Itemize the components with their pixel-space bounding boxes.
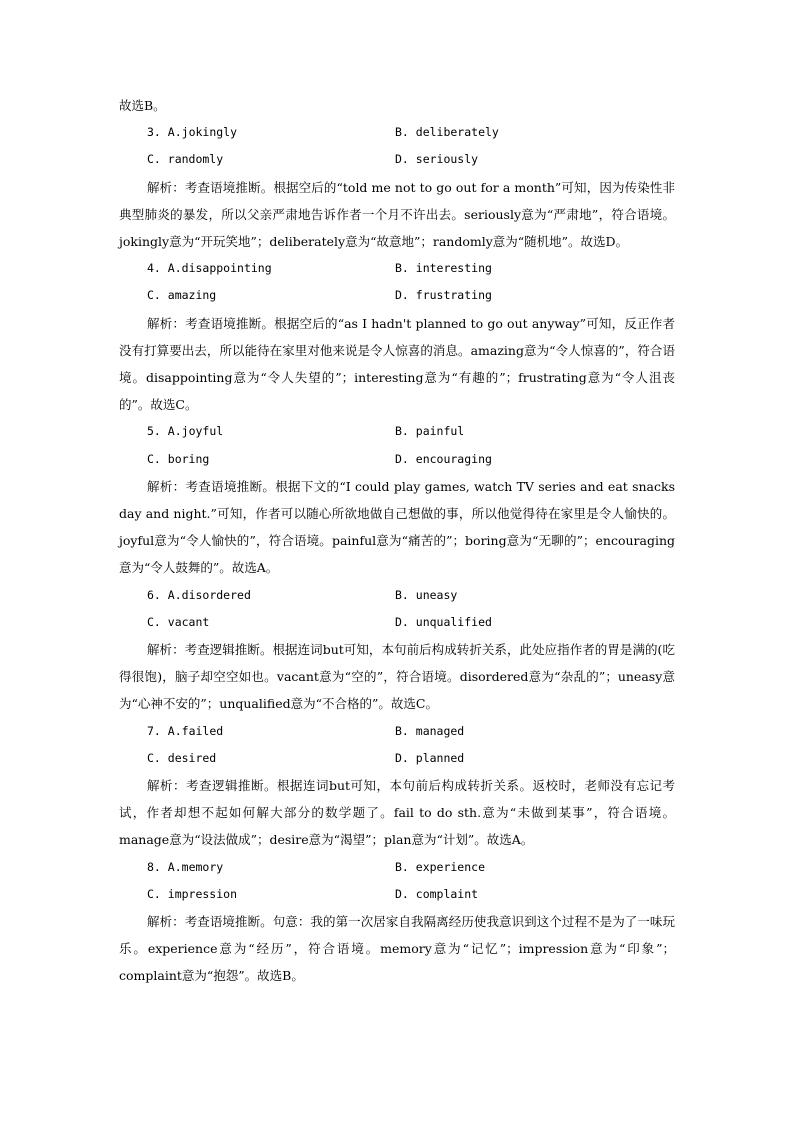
question-5-options-row-1 (119, 418, 675, 445)
question-6-options-row-2 (119, 609, 675, 636)
question-number: 5. (147, 424, 161, 439)
option-a: 5. A.joyful (147, 424, 224, 439)
option-b: B. uneasy (395, 587, 458, 602)
option-b: B. painful (395, 424, 465, 439)
content (119, 92, 675, 990)
option-d: D. planned (395, 750, 465, 765)
question-number: 7. (147, 723, 161, 738)
question-3-options-row-1 (119, 119, 675, 146)
question-8-options-row-1 (119, 854, 675, 881)
option-c: C. vacant (147, 614, 210, 629)
question-3-analysis: 解析：考查语境推断。根据空后的“told me not to go out for a month”可知，因为传染性非典型肺炎的暴发，所以父亲严肃地告诉作者一个月不许出去。seriously意为“严肃地”，符合语境。jokingly意为“开玩笑地”；deliberately意为“故意地”；randomly意为“随机地”。故选D。 (119, 179, 675, 249)
option-a: 4. A.disappointing (147, 261, 272, 276)
option-d: D. complaint (395, 886, 479, 901)
option-c: C. desired (147, 750, 217, 765)
option-d: D. unqualified (395, 614, 492, 629)
option-b: B. interesting (395, 261, 492, 276)
option-a: 6. A.disordered (147, 587, 251, 602)
question-8-analysis: 解析：考查语境推断。句意：我的第一次居家自我隔离经历使我意识到这个过程不是为了一味玩乐。experience意为“经历”，符合语境。memory意为“记忆”；impression意为“印象”；complaint意为“抱怨”。故选B。 (119, 913, 675, 984)
question-8-options-row-2 (119, 881, 675, 908)
question-6-analysis: 解析：考查逻辑推断。根据连词but可知，本句前后构成转折关系，此处应指作者的胃是满的(吃得很饱)，脑子却空空如也。vacant意为“空的”，符合语境。disordered意为“杂乱的”；uneasy意为“心神不安的”；unqualified意为“不合格的”。故选C。 (119, 641, 675, 712)
question-number: 8. (147, 859, 161, 874)
question-number: 3. (147, 125, 161, 140)
option-a: 8. A.memory (147, 859, 224, 874)
option-b: B. experience (395, 859, 486, 874)
question-7-options-row-1 (119, 718, 675, 745)
option-b: B. deliberately (395, 125, 499, 140)
option-c: C. randomly (147, 152, 224, 167)
option-d: D. frustrating (395, 288, 492, 303)
question-4-options-row-1 (119, 255, 675, 282)
option-b: B. managed (395, 723, 465, 738)
question-number: 6. (147, 587, 161, 602)
question-5-analysis: 解析：考查语境推断。根据下文的“I could play games, watch TV series and eat snacks day and night.”可知，作者可以随心所欲地做自己想做的事，所以他觉得待在家里是令人愉快的。joyful意为“令人愉快的”，符合语境。painful意为“痛苦的”；boring意为“无聊的”；encouraging意为“令人鼓舞的”。故选A。 (119, 478, 675, 576)
question-4-analysis: 解析：考查语境推断。根据空后的“as I hadn't planned to go out anyway”可知，反正作者没有打算要出去，所以能待在家里对他来说是令人惊喜的消息。amazing意为“令人惊喜的”，符合语境。disappointing意为“令人失望的”；interesting意为“有趣的”；frustrating意为“令人沮丧的”。故选C。 (119, 315, 675, 413)
question-3-options-row-2 (119, 146, 675, 173)
question-number: 4. (147, 261, 161, 276)
intro-line: 故选B。 (119, 98, 166, 113)
option-a: 7. A.failed (147, 723, 224, 738)
question-6-options-row-1 (119, 582, 675, 609)
option-d: D. seriously (395, 152, 479, 167)
question-7-options-row-2 (119, 745, 675, 772)
question-5-options-row-2 (119, 446, 675, 473)
option-c: C. boring (147, 451, 210, 466)
option-c: C. amazing (147, 288, 217, 303)
question-4-options-row-2 (119, 282, 675, 309)
option-c: C. impression (147, 886, 238, 901)
option-d: D. encouraging (395, 451, 492, 466)
option-a: 3. A.jokingly (147, 125, 238, 140)
question-7-analysis: 解析：考查逻辑推断。根据连词but可知，本句前后构成转折关系。返校时，老师没有忘记考试，作者却想不起如何解大部分的数学题了。fail to do sth.意为“未做到某事”，符合语境。manage意为“设法做成”；desire意为“渴望”；plan意为“计划”。故选A。 (119, 777, 675, 848)
